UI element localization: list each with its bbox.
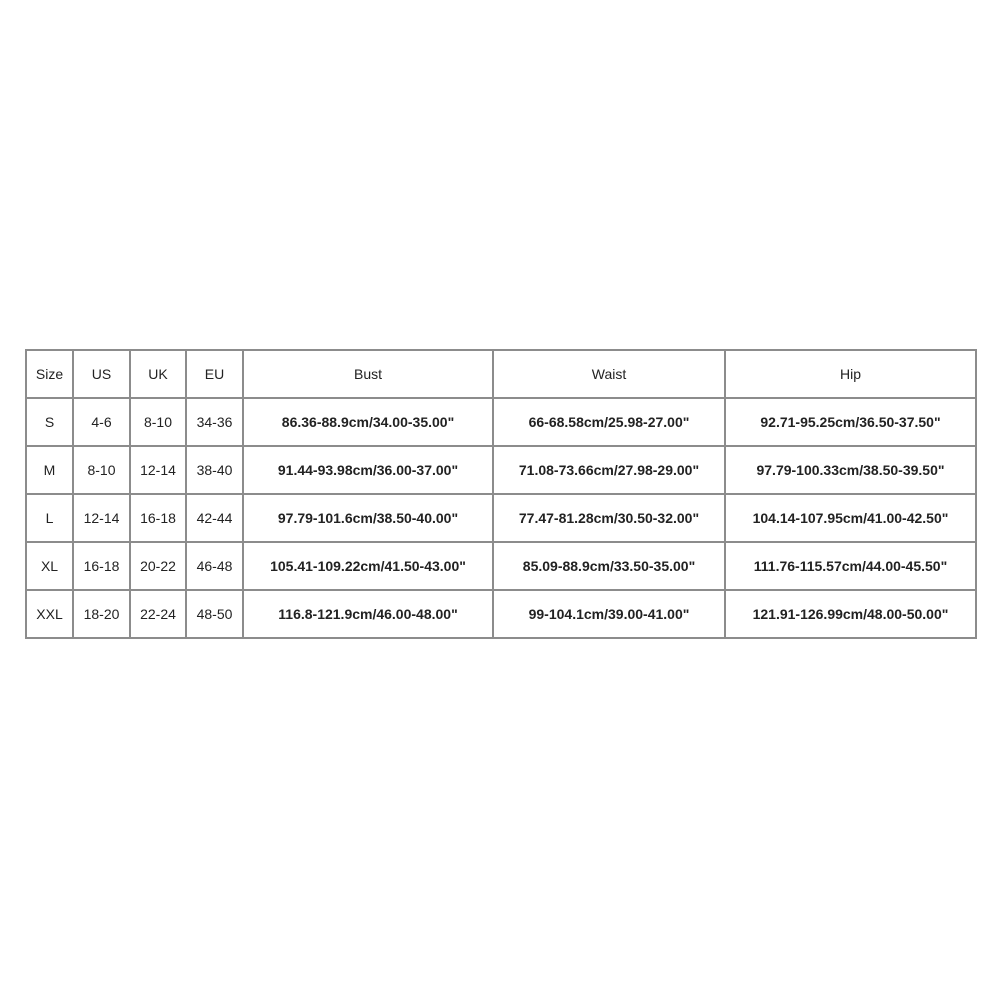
header-bust: Bust: [243, 350, 493, 398]
cell-hip: 104.14-107.95cm/41.00-42.50": [725, 494, 976, 542]
cell-uk: 12-14: [130, 446, 186, 494]
cell-eu: 38-40: [186, 446, 243, 494]
table-row: [26, 446, 976, 494]
table-row: [26, 590, 976, 638]
cell-size: XXL: [26, 590, 73, 638]
cell-waist: 66-68.58cm/25.98-27.00": [493, 398, 725, 446]
cell-uk: 20-22: [130, 542, 186, 590]
header-row: [26, 350, 976, 398]
cell-uk: 22-24: [130, 590, 186, 638]
table-row: [26, 542, 976, 590]
cell-bust: 91.44-93.98cm/36.00-37.00": [243, 446, 493, 494]
cell-eu: 42-44: [186, 494, 243, 542]
cell-hip: 92.71-95.25cm/36.50-37.50": [725, 398, 976, 446]
cell-us: 4-6: [73, 398, 130, 446]
cell-hip: 121.91-126.99cm/48.00-50.00": [725, 590, 976, 638]
cell-hip: 97.79-100.33cm/38.50-39.50": [725, 446, 976, 494]
header-hip: Hip: [725, 350, 976, 398]
cell-uk: 8-10: [130, 398, 186, 446]
cell-size: S: [26, 398, 73, 446]
size-chart-table: [25, 349, 977, 639]
table-row: [26, 494, 976, 542]
table-row: [26, 398, 976, 446]
header-waist: Waist: [493, 350, 725, 398]
cell-us: 12-14: [73, 494, 130, 542]
cell-eu: 34-36: [186, 398, 243, 446]
cell-bust: 86.36-88.9cm/34.00-35.00": [243, 398, 493, 446]
cell-bust: 105.41-109.22cm/41.50-43.00": [243, 542, 493, 590]
cell-size: XL: [26, 542, 73, 590]
header-eu: EU: [186, 350, 243, 398]
cell-waist: 99-104.1cm/39.00-41.00": [493, 590, 725, 638]
cell-us: 18-20: [73, 590, 130, 638]
cell-us: 8-10: [73, 446, 130, 494]
header-size: Size: [26, 350, 73, 398]
cell-bust: 116.8-121.9cm/46.00-48.00": [243, 590, 493, 638]
cell-size: M: [26, 446, 73, 494]
header-us: US: [73, 350, 130, 398]
cell-uk: 16-18: [130, 494, 186, 542]
cell-size: L: [26, 494, 73, 542]
cell-waist: 85.09-88.9cm/33.50-35.00": [493, 542, 725, 590]
cell-hip: 111.76-115.57cm/44.00-45.50": [725, 542, 976, 590]
cell-us: 16-18: [73, 542, 130, 590]
cell-bust: 97.79-101.6cm/38.50-40.00": [243, 494, 493, 542]
header-uk: UK: [130, 350, 186, 398]
cell-waist: 77.47-81.28cm/30.50-32.00": [493, 494, 725, 542]
cell-eu: 48-50: [186, 590, 243, 638]
cell-waist: 71.08-73.66cm/27.98-29.00": [493, 446, 725, 494]
cell-eu: 46-48: [186, 542, 243, 590]
